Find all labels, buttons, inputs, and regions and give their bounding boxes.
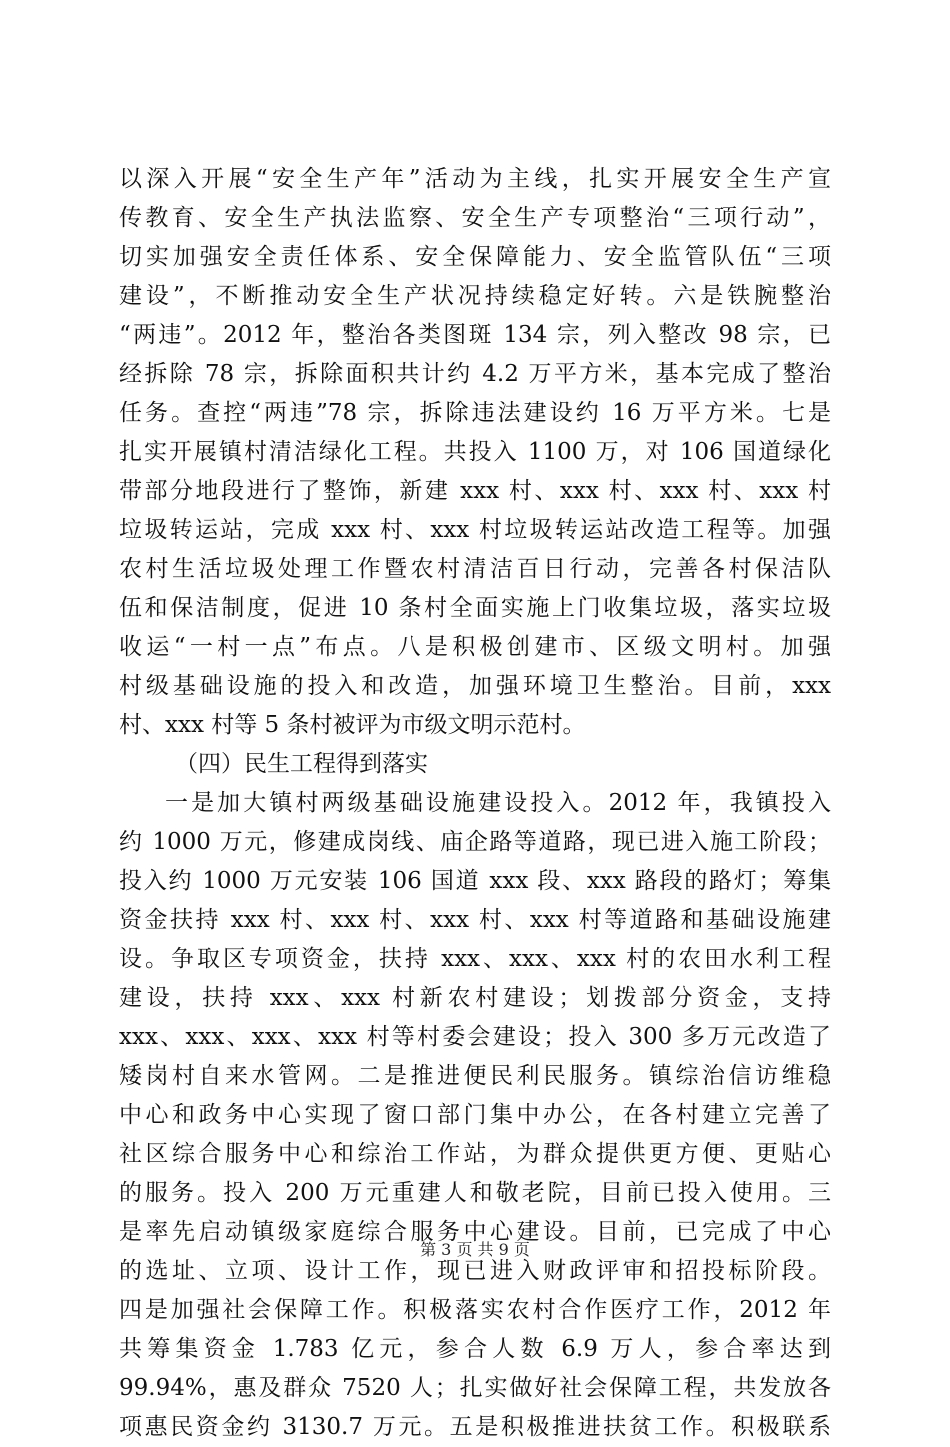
- text-line: 扎实开展镇村清洁绿化工程。共投入 1100 万，对 106 国道绿化: [119, 439, 831, 465]
- text-line: 共筹集资金 1.783 亿元，参合人数 6.9 万人，参合率达到: [119, 1336, 831, 1362]
- text-line: 建设，扶持 xxx、xxx 村新农村建设；划拨部分资金，支持: [119, 985, 831, 1011]
- section-heading: （四）民生工程得到落实: [175, 751, 428, 777]
- text-line: 项惠民资金约 3130.7 万元。五是积极推进扶贫工作。积极联系: [119, 1414, 831, 1440]
- text-line: 村级基础设施的投入和改造，加强环境卫生整治。目前，xxx: [119, 673, 831, 699]
- text-line: 约 1000 万元，修建成岗线、庙企路等道路，现已进入施工阶段；: [119, 829, 831, 855]
- text-line: 设。争取区专项资金，扶持 xxx、xxx、xxx 村的农田水利工程: [119, 946, 831, 972]
- text-line: 传教育、安全生产执法监察、安全生产专项整治“三项行动”，: [119, 205, 831, 231]
- text-line: 村、xxx 村等 5 条村被评为市级文明示范村。: [119, 712, 586, 738]
- text-line: 建设”，不断推动安全生产状况持续稳定好转。六是铁腕整治: [119, 283, 831, 309]
- text-line: 99.94%，惠及群众 7520 人；扎实做好社会保障工程，共发放各: [119, 1375, 831, 1401]
- text-line: 资金扶持 xxx 村、xxx 村、xxx 村、xxx 村等道路和基础设施建: [119, 907, 831, 933]
- text-line: 四是加强社会保障工作。积极落实农村合作医疗工作，2012 年: [119, 1297, 831, 1323]
- text-line: 任务。查控“两违”78 宗，拆除违法建设约 16 万平方米。七是: [119, 400, 831, 426]
- text-line: 是率先启动镇级家庭综合服务中心建设。目前，已完成了中心: [119, 1219, 831, 1245]
- text-line: 中心和政务中心实现了窗口部门集中办公，在各村建立完善了: [119, 1102, 831, 1128]
- text-line: 的选址、立项、设计工作，现已进入财政评审和招投标阶段。: [119, 1258, 831, 1284]
- text-line: 伍和保洁制度，促进 10 条村全面实施上门收集垃圾，落实垃圾: [119, 595, 831, 621]
- text-line: 社区综合服务中心和综治工作站，为群众提供更方便、更贴心: [119, 1141, 831, 1167]
- text-line: 矮岗村自来水管网。二是推进便民利民服务。镇综治信访维稳: [119, 1063, 831, 1089]
- text-line: xxx、xxx、xxx、xxx 村等村委会建设；投入 300 多万元改造了: [119, 1024, 831, 1050]
- text-line: 投入约 1000 万元安装 106 国道 xxx 段、xxx 路段的路灯；筹集: [119, 868, 831, 894]
- page-footer: 第 3 页 共 9 页: [420, 1240, 530, 1259]
- text-line: 经拆除 78 宗，拆除面积共计约 4.2 万平方米，基本完成了整治: [119, 361, 831, 387]
- text-line: 的服务。投入 200 万元重建人和敬老院，目前已投入使用。三: [119, 1180, 831, 1206]
- text-line: 收运“一村一点”布点。八是积极创建市、区级文明村。加强: [119, 634, 831, 660]
- text-line: 垃圾转运站，完成 xxx 村、xxx 村垃圾转运站改造工程等。加强: [119, 517, 831, 543]
- text-line: 农村生活垃圾处理工作暨农村清洁百日行动，完善各村保洁队: [119, 556, 831, 582]
- text-line: 以深入开展“安全生产年”活动为主线，扎实开展安全生产宣: [119, 166, 831, 192]
- text-line: 带部分地段进行了整饰，新建 xxx 村、xxx 村、xxx 村、xxx 村: [119, 478, 831, 504]
- text-line: 切实加强安全责任体系、安全保障能力、安全监管队伍“三项: [119, 244, 831, 270]
- text-line: 一是加大镇村两级基础设施建设投入。2012 年，我镇投入: [165, 790, 831, 816]
- text-line: “两违”。2012 年，整治各类图斑 134 宗，列入整改 98 宗，已: [119, 322, 831, 348]
